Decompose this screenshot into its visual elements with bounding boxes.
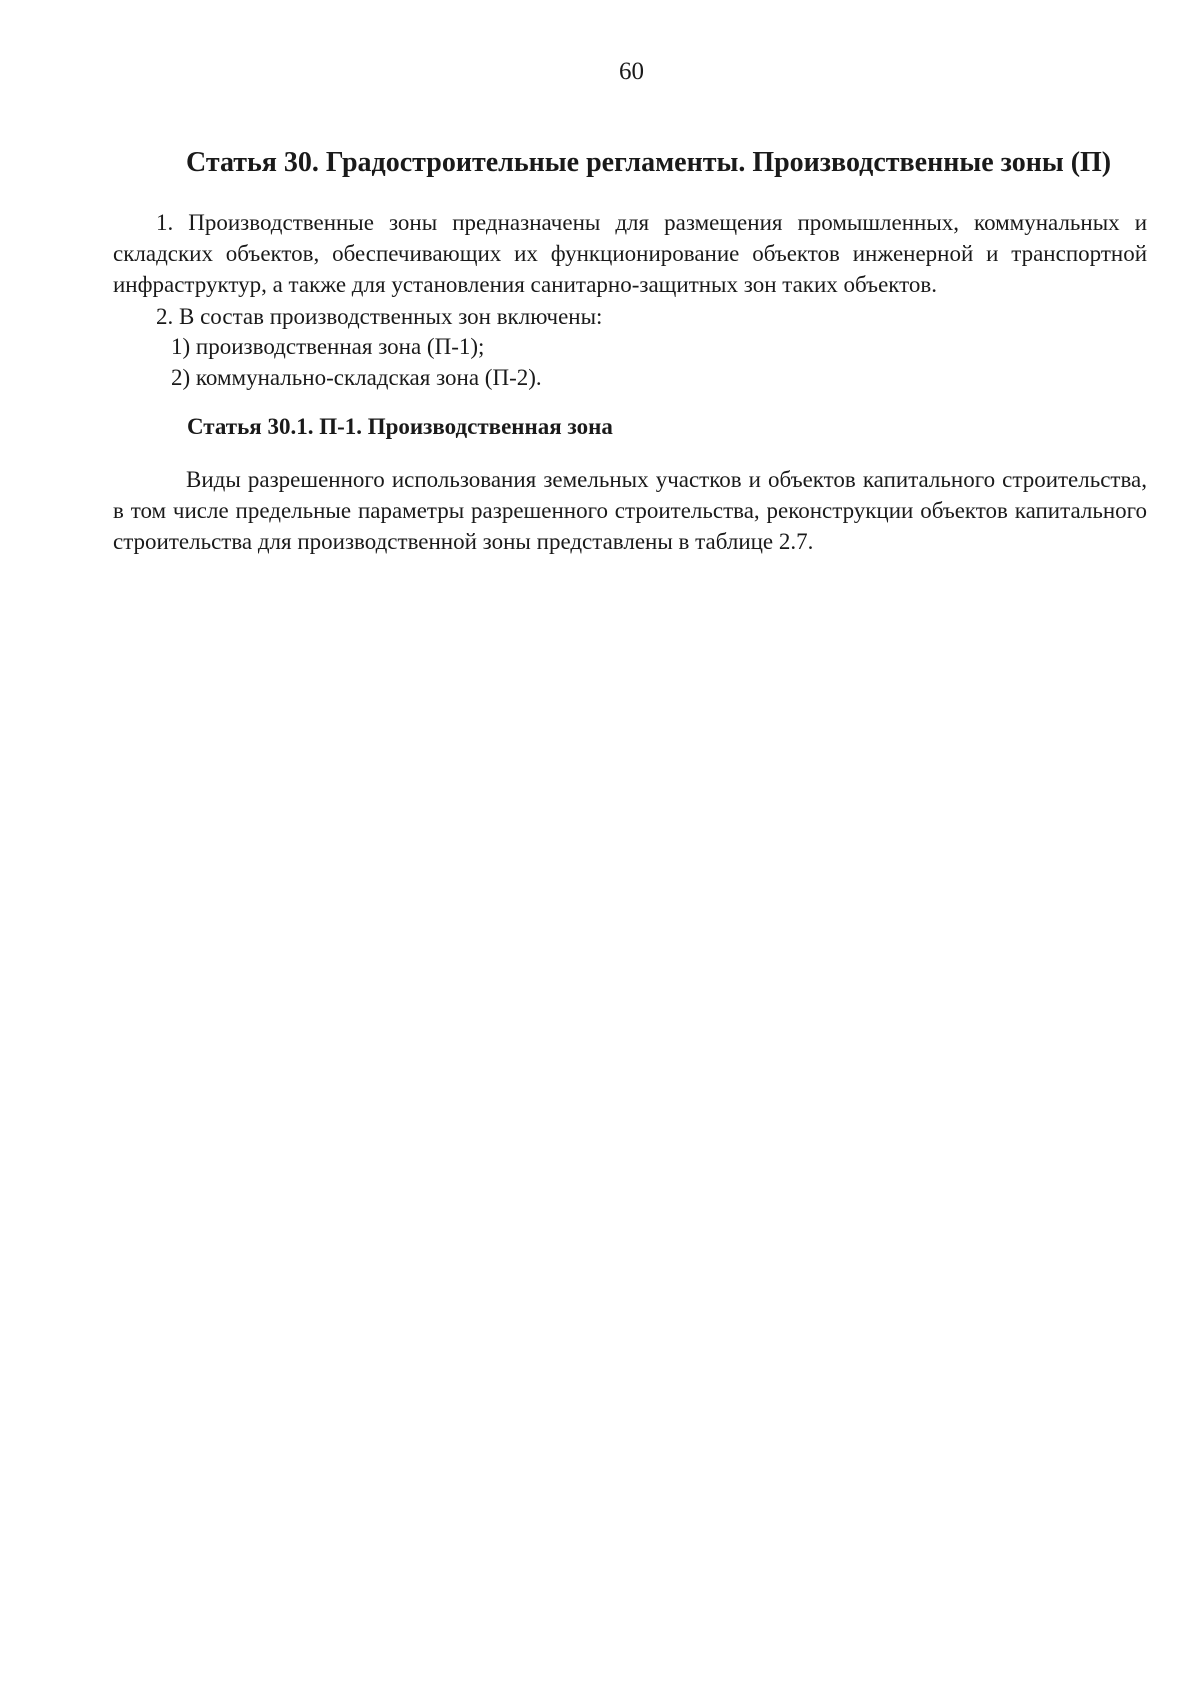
list-item-production-zone: 1) производственная зона (П-1); [171,334,485,359]
article-title: Статья 30. Градостроительные регламенты. Производственные зоны (П) [186,147,1112,178]
page-number: 60 [619,58,644,85]
list-item-communal-storage-zone: 2) коммунально-складская зона (П-2). [171,365,542,390]
paragraph-production-zones-purpose: 1. Производственные зоны предназначены для размещения промышленных, коммунальных и складских объектов, обеспечивающих их функционирование объектов инженерной и транспортной инфраструктур, а также для установления санитарно-защитных зон таких объектов. [113,210,1147,297]
paragraph-permitted-use: Виды разрешенного использования земельных участков и объектов капитального строительства, в том числе предельные параметры разрешенного строительства, реконструкции объектов капитального строительства для производственной зоны представлены в таблице 2.7. [113,467,1147,554]
subsection-title: Статья 30.1. П-1. Производственная зона [187,414,613,439]
paragraph-zones-composition: 2. В состав производственных зон включены: [156,304,603,329]
